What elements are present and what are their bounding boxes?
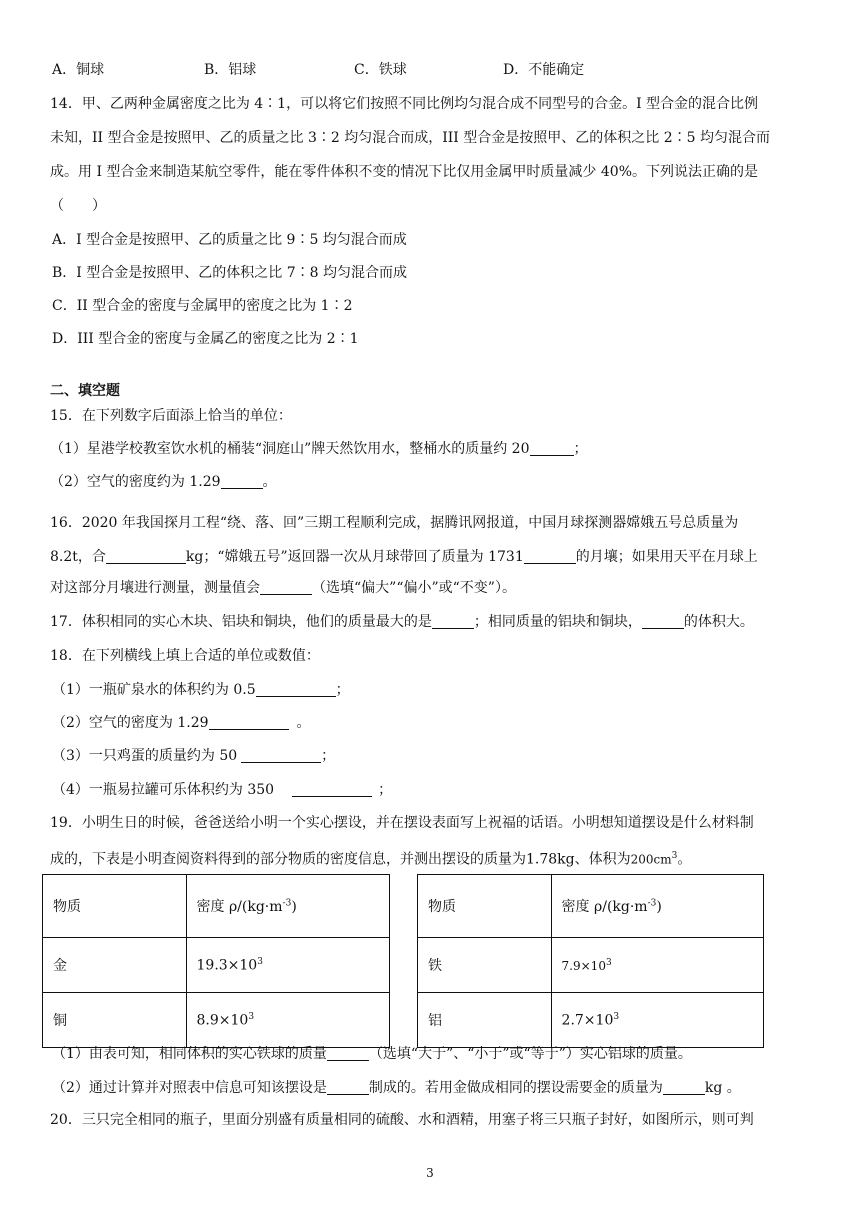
q19-sub-2-a: （2）通过计算并对照表中信息可知该摆设是 <box>52 1080 327 1096</box>
q18-part-2-end: 。 <box>296 715 311 731</box>
table-header-density <box>186 875 390 938</box>
q15-part-1-text: （1）星港学校教室饮水机的桶装“洞庭山”牌天然饮用水，整桶水的质量约 20 <box>50 441 530 457</box>
q19-line-2 <box>50 846 691 870</box>
q15-part-1 <box>50 439 588 459</box>
table-cell-density <box>551 938 763 993</box>
table-row <box>418 993 764 1048</box>
q19-sub-2-b: 制成的。若用金做成相同的摆设需要金的质量为 <box>368 1080 663 1096</box>
q14-option-d: D．III 型合金的密度与金属乙的密度之比为 2∶1 <box>52 331 359 347</box>
table-cell-density <box>186 938 390 993</box>
q19-blank-3[interactable] <box>663 1078 705 1095</box>
q18-part-3-end: ； <box>321 748 336 764</box>
q16-line-3-a: 对这部分月壤进行测量，测量值会 <box>50 580 260 596</box>
q14-option-b: B．I 型合金是按照甲、乙的体积之比 7∶8 均匀混合而成 <box>52 265 407 281</box>
q17-blank-2[interactable] <box>642 612 684 629</box>
density-exponent: 3 <box>248 1011 255 1022</box>
q18-stem: 18．在下列横线上填上合适的单位或数值： <box>50 648 320 664</box>
header-density-label: 密度 ρ/(kg·m <box>561 899 648 915</box>
q19-volume-exponent: 3 <box>671 851 678 861</box>
q13-option-a: A．铜球 <box>52 62 105 78</box>
q17-text-c: 的体积大。 <box>683 614 754 630</box>
q14-line-2: 未知，II 型合金是按照甲、乙的质量之比 3∶2 均匀混合而成，III 型合金是按照甲、乙的体积之比 2∶5 均匀混合而 <box>50 130 770 146</box>
q18-part-3 <box>52 746 335 766</box>
table-row <box>43 993 390 1048</box>
q19-mass-value: 1.78kg <box>526 851 575 868</box>
q19-line-2-b: 、体积为 <box>574 851 631 868</box>
q19-line-2-end: 。 <box>677 851 692 868</box>
header-density-exp: -3 <box>647 898 657 909</box>
q19-sub-1-b: （选填“大于”、“小于”或“等于”）实心铝球的质量。 <box>368 1046 692 1062</box>
q18-part-4 <box>52 780 392 800</box>
q17-blank-1[interactable] <box>432 612 474 629</box>
density-exponent: 3 <box>613 1011 620 1022</box>
q19-blank-1[interactable] <box>327 1044 369 1061</box>
q18-part-4-end: ； <box>378 782 393 798</box>
q16-line-3 <box>50 578 516 598</box>
q15-stem: 15．在下列数字后面添上恰当的单位： <box>50 408 292 424</box>
q18-blank-3[interactable] <box>241 746 321 763</box>
q15-part-2 <box>50 472 277 492</box>
q18-part-2 <box>52 713 311 733</box>
q17-text-a: 17．体积相同的实心木块、铝块和铜块，他们的质量最大的是 <box>50 614 432 630</box>
q18-part-1 <box>52 680 350 700</box>
section-title-fill-blank: 二、填空题 <box>50 383 120 399</box>
header-density-exp: -3 <box>282 898 292 909</box>
density-mantissa: 8.9×10 <box>196 1012 249 1029</box>
density-table-left <box>42 874 390 1048</box>
density-mantissa: 2.7×10 <box>561 1012 614 1029</box>
q18-part-1-text: （1）一瓶矿泉水的体积约为 0.5 <box>52 682 256 698</box>
q18-part-4-text: （4）一瓶易拉罐可乐体积约为 350 <box>52 782 275 798</box>
density-mantissa: 19.3×10 <box>196 957 258 974</box>
q16-line-2-c: 的月壤；如果用天平在月球上 <box>575 549 758 565</box>
q14-line-1: 14．甲、乙两种金属密度之比为 4∶1，可以将它们按照不同比例均匀混合成不同型号的合金。I 型合金的混合比例 <box>50 96 759 112</box>
q16-blank-3[interactable] <box>260 578 312 595</box>
q19-blank-2[interactable] <box>327 1078 369 1095</box>
table-header-substance: 物质 <box>43 875 187 938</box>
q15-part-1-end: ； <box>573 441 588 457</box>
table-cell-substance: 铝 <box>418 993 552 1048</box>
q14-answer-bracket: （ ） <box>50 198 106 214</box>
page-number: 3 <box>426 1166 434 1180</box>
table-header-density <box>551 875 763 938</box>
q20-line-1: 20．三只完全相同的瓶子，里面分别盛有质量相同的硫酸、水和酒精，用塞子将三只瓶子封好，如图所示，则可判 <box>50 1112 754 1128</box>
q15-part-2-end: 。 <box>262 474 277 490</box>
q13-option-c: C．铁球 <box>354 62 407 78</box>
header-density-label: 密度 ρ/(kg·m <box>196 899 283 915</box>
q16-line-2-a: 8.2t，合 <box>50 549 106 565</box>
q18-part-3-text: （3）一只鸡蛋的质量约为 50 <box>52 748 238 764</box>
header-density-close: ) <box>291 899 297 915</box>
q17-line <box>50 612 754 632</box>
q15-blank-2[interactable] <box>221 472 263 489</box>
q17-text-b: ；相同质量的铝块和铜块， <box>473 614 642 630</box>
q14-option-a: A．I 型合金是按照甲、乙的质量之比 9∶5 均匀混合而成 <box>52 232 407 248</box>
table-cell-density <box>551 993 763 1048</box>
table-row <box>418 938 764 993</box>
q19-sub-1-a: （1）由表可知，相同体积的实心铁球的质量 <box>52 1046 327 1062</box>
q14-line-3: 成。用 I 型合金来制造某航空零件，能在零件体积不变的情况下比仅用金属甲时质量减少 40%。下列说法正确的是 <box>50 164 758 180</box>
q18-blank-2[interactable] <box>209 713 289 730</box>
q19-line-2-a: 成的，下表是小明查阅资料得到的部分物质的密度信息，并测出摆设的质量为 <box>50 851 526 868</box>
q14-option-c: C．II 型合金的密度与金属甲的密度之比为 1∶2 <box>52 298 353 314</box>
density-mantissa: 7.9×10 <box>561 958 606 973</box>
q13-option-b: B．铝球 <box>204 62 257 78</box>
q15-blank-1[interactable] <box>530 439 574 456</box>
table-cell-substance: 铜 <box>43 993 187 1048</box>
table-row <box>418 875 764 938</box>
q18-part-2-text: （2）空气的密度为 1.29 <box>52 715 209 731</box>
q19-volume-value: 200cm <box>630 852 672 867</box>
q18-part-1-end: ； <box>335 682 350 698</box>
q19-sub-2-c: kg 。 <box>704 1080 741 1096</box>
q16-blank-2[interactable] <box>524 547 576 564</box>
table-cell-substance: 金 <box>43 938 187 993</box>
q16-line-1: 16．2020 年我国探月工程“绕、落、回”三期工程顺利完成，据腾讯网报道，中国月球探测器嫦娥五号总质量为 <box>50 515 739 531</box>
q16-line-3-b: （选填“偏大”“偏小”或“不变”）。 <box>312 580 516 596</box>
q16-line-2 <box>50 547 758 567</box>
table-cell-density <box>186 993 390 1048</box>
q16-blank-1[interactable] <box>106 547 186 564</box>
q16-line-2-b: kg；“嫦娥五号”返回器一次从月球带回了质量为 1731 <box>185 549 524 565</box>
q19-sub-2 <box>52 1078 741 1098</box>
table-row <box>43 875 390 938</box>
q13-option-d: D．不能确定 <box>503 62 585 78</box>
density-exponent: 3 <box>257 956 263 967</box>
q18-blank-1[interactable] <box>256 680 336 697</box>
table-header-substance: 物质 <box>418 875 552 938</box>
q18-blank-4[interactable] <box>292 780 372 797</box>
table-cell-substance: 铁 <box>418 938 552 993</box>
table-row <box>43 938 390 993</box>
header-density-close: ) <box>656 899 662 915</box>
q19-sub-1 <box>52 1044 692 1064</box>
density-exponent: 3 <box>605 957 612 968</box>
q15-part-2-text: （2）空气的密度约为 1.29 <box>50 474 221 490</box>
q19-line-1: 19．小明生日的时候，爸爸送给小明一个实心摆设，并在摆设表面写上祝福的话语。小明想知道摆设是什么材料制 <box>50 815 754 831</box>
density-table-right <box>417 874 764 1048</box>
